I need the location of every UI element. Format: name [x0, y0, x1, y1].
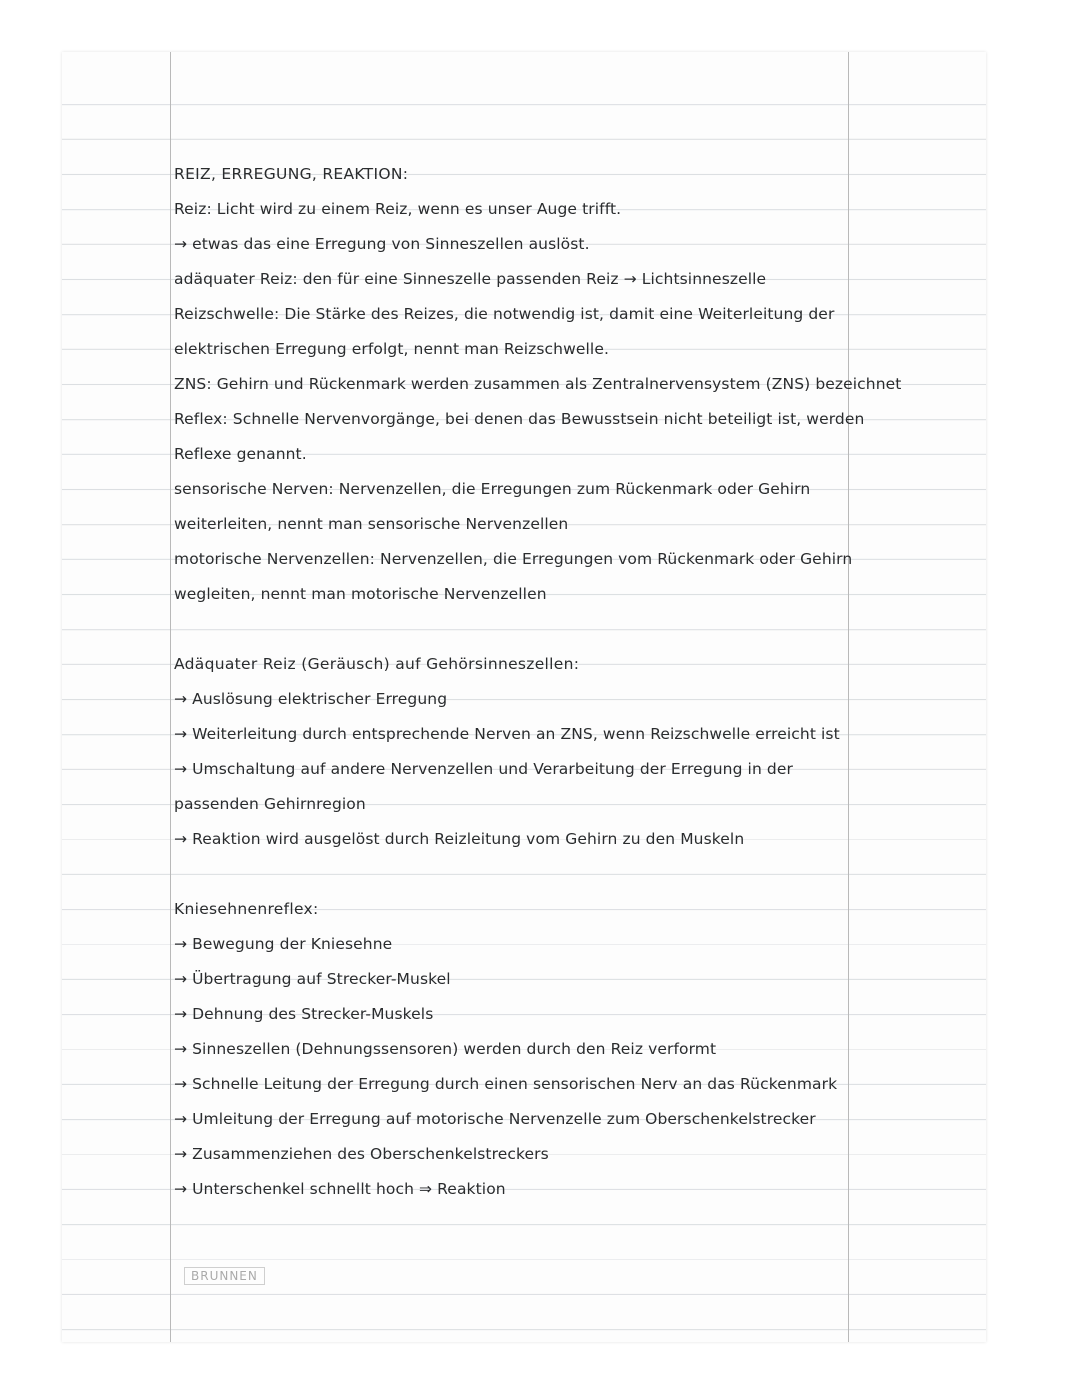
- note-line: ZNS: Gehirn und Rückenmark werden zusammen als Zentralnervensystem (ZNS) bezeichnet: [174, 375, 902, 393]
- left-margin-line: [170, 52, 171, 1342]
- notebook-page: [62, 52, 986, 1342]
- note-line: → Sinneszellen (Dehnungssensoren) werden durch den Reiz verformt: [174, 1040, 717, 1058]
- section-heading: REIZ, ERREGUNG, REAKTION:: [174, 165, 409, 183]
- note-line: wegleiten, nennt man motorische Nervenzellen: [174, 585, 547, 603]
- note-line: → Weiterleitung durch entsprechende Nerven an ZNS, wenn Reizschwelle erreicht ist: [174, 725, 840, 743]
- handwritten-notes: [174, 157, 902, 1207]
- note-line: → Unterschenkel schnellt hoch ⇒ Reaktion: [174, 1180, 506, 1198]
- note-line: → Zusammenziehen des Oberschenkelstreckers: [174, 1145, 549, 1163]
- note-line: → Übertragung auf Strecker-Muskel: [174, 970, 451, 988]
- note-line: Reflex: Schnelle Nervenvorgänge, bei denen das Bewusstsein nicht beteiligt ist, werden: [174, 410, 865, 428]
- note-line: → Umschaltung auf andere Nervenzellen und Verarbeitung der Erregung in der: [174, 760, 793, 778]
- section-heading: Kniesehnenreflex:: [174, 900, 319, 918]
- note-line: → etwas das eine Erregung von Sinneszellen auslöst.: [174, 235, 590, 253]
- note-line: → Auslösung elektrischer Erregung: [174, 690, 448, 708]
- note-line: → Bewegung der Kniesehne: [174, 935, 393, 953]
- note-line: Reizschwelle: Die Stärke des Reizes, die notwendig ist, damit eine Weiterleitung der: [174, 305, 835, 323]
- note-line: Reflexe genannt.: [174, 445, 307, 463]
- note-line: → Umleitung der Erregung auf motorische Nervenzelle zum Oberschenkelstrecker: [174, 1110, 816, 1128]
- note-line: adäquater Reiz: den für eine Sinneszelle passenden Reiz → Lichtsinneszelle: [174, 270, 767, 288]
- note-line: passenden Gehirnregion: [174, 795, 366, 813]
- note-line: → Reaktion wird ausgelöst durch Reizleitung vom Gehirn zu den Muskeln: [174, 830, 745, 848]
- note-line: weiterleiten, nennt man sensorische Nervenzellen: [174, 515, 569, 533]
- note-line: motorische Nervenzellen: Nervenzellen, die Erregungen vom Rückenmark oder Gehirn: [174, 550, 853, 568]
- note-line: → Dehnung des Strecker-Muskels: [174, 1005, 434, 1023]
- note-line: Reiz: Licht wird zu einem Reiz, wenn es unser Auge trifft.: [174, 200, 622, 218]
- note-line: elektrischen Erregung erfolgt, nennt man Reizschwelle.: [174, 340, 609, 358]
- note-line: → Schnelle Leitung der Erregung durch einen sensorischen Nerv an das Rückenmark: [174, 1075, 838, 1093]
- section-heading: Adäquater Reiz (Geräusch) auf Gehörsinneszellen:: [174, 655, 580, 673]
- brand-logo: BRUNNEN: [184, 1267, 265, 1285]
- note-line: sensorische Nerven: Nervenzellen, die Erregungen zum Rückenmark oder Gehirn: [174, 480, 811, 498]
